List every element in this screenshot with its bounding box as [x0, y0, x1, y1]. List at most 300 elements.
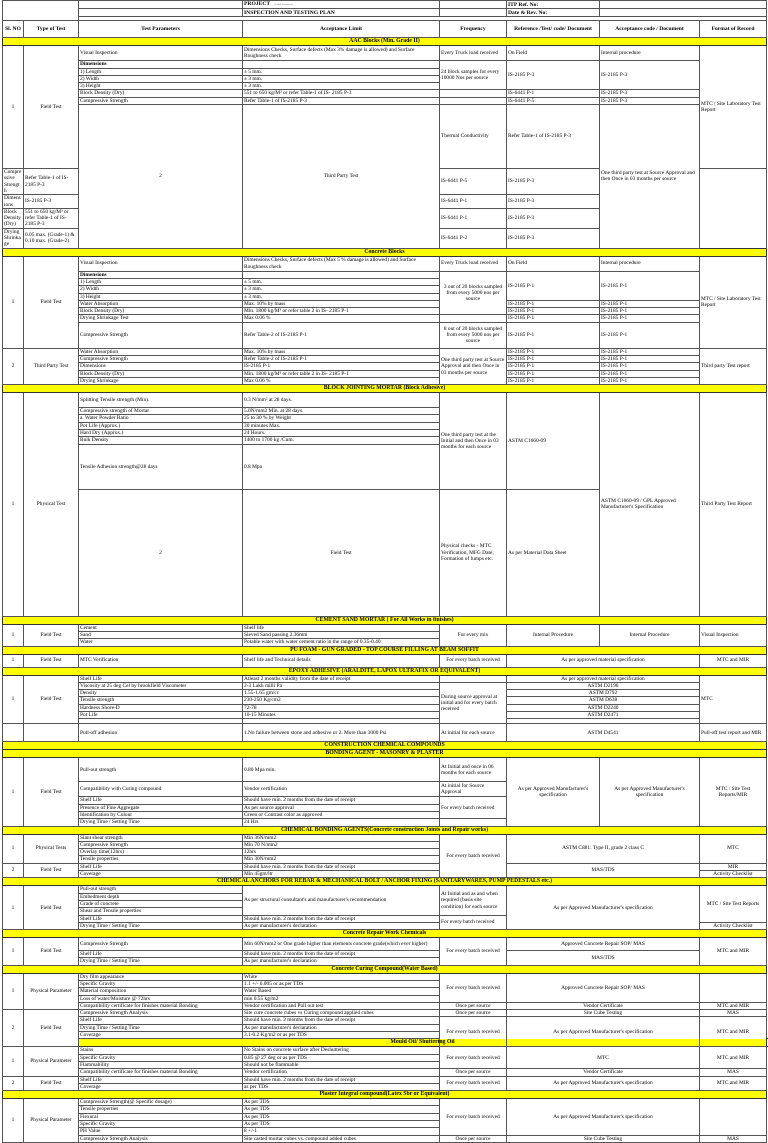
acceptance: Site cure concrete cubes vs Curing compound applied cubes	[243, 1010, 440, 1017]
frequency: At initial for each source	[440, 724, 507, 742]
acceptance: Water Based	[243, 988, 440, 995]
reference: IS-6441 P-1	[440, 195, 507, 209]
frequency: For every batch received	[440, 1076, 507, 1091]
acceptance: Min 30N/mm2	[243, 856, 440, 863]
project-label: PROJECT Scribd Document	[243, 1, 440, 9]
acceptance: ± 3 mm.	[243, 83, 440, 90]
section-bonding-agent: BONDING AGENT - MASONRY & PLASTER	[3, 750, 767, 758]
frequency: For every batch received	[440, 915, 507, 930]
param: Water Absorption	[79, 300, 243, 307]
param: a. Water Powder Ratio	[79, 415, 243, 422]
acceptance: Should have min. 2 months from the date of receipt	[243, 915, 440, 922]
section-concrete-blocks: Concrete Blocks	[3, 248, 767, 256]
param: Thermal Conductivity	[440, 105, 507, 169]
acceptance-code: Internal Procedure	[600, 624, 700, 646]
reference: As per approved material specification	[507, 654, 700, 667]
acceptance-code: IS-2185 P-3	[507, 195, 600, 209]
acceptance: White	[243, 973, 440, 980]
record	[700, 1099, 767, 1135]
reference: IS-2185 P-1	[507, 370, 600, 377]
acceptance: Min 36N/mm2	[243, 834, 440, 841]
reference: Vendor Certificate	[507, 1069, 700, 1076]
acceptance-code: Internal procedure	[600, 46, 700, 61]
acceptance-code: ASTM C1660-09 / GPL Approved Manufacturer's Specification	[600, 393, 700, 617]
param: Coverage	[79, 871, 243, 878]
frequency: Once per source	[440, 1002, 507, 1009]
acceptance: Should not be flammable	[243, 1061, 440, 1068]
sl-no: 1	[3, 624, 24, 646]
record: MIR	[700, 863, 767, 870]
reference: IS-2185 P-1	[507, 377, 600, 384]
param: Drying Time / Setting Time	[79, 958, 243, 965]
section-plaster-integral: Plaster Integral compound(Latex Sbr or Equivalent)	[3, 1091, 767, 1099]
param: 1) Length	[79, 68, 243, 75]
acceptance: Vendor certification and Pull out test	[243, 1002, 440, 1009]
test-type: Field Test	[24, 1076, 79, 1091]
acceptance: As per source approval	[243, 804, 440, 811]
record: MAS	[700, 1069, 767, 1076]
reference: ASTM D4541	[507, 724, 700, 742]
param: Pot Life	[79, 712, 243, 719]
acceptance: As per TDS	[243, 1099, 440, 1106]
param: Dimensions	[79, 61, 243, 68]
param: Density	[79, 690, 243, 697]
record: Third Party Test Report	[700, 393, 767, 617]
reference: On Field	[507, 46, 600, 61]
section-mould-oil: Mould Oil/ Shuttering Oil	[79, 1039, 767, 1047]
frequency: Once per source	[440, 1069, 507, 1076]
param: Compressive Strength	[79, 97, 243, 104]
frequency: At Initial and once in 06 months for each source	[440, 758, 507, 782]
test-type: Field Test	[24, 938, 79, 966]
acceptance: ± 5 mm.	[243, 278, 440, 285]
reference: IS-2185 P-1	[507, 363, 600, 370]
section-chem-bonding: CHEMICAL BONDING AGENTS(Concrete construction Joints and Repair works)	[3, 826, 767, 834]
section-concrete-repair: Concrete Repair Work Chemicals	[3, 930, 767, 938]
param: Slant shear strength	[79, 834, 243, 841]
frequency: During source approval at initial and for every batch received	[440, 682, 507, 723]
acceptance: 1.No failure between stone and adhesive or 2. More than 3000 Psi	[243, 724, 440, 742]
acceptance: Shelf life	[243, 624, 440, 631]
param: Drying Time / Setting Time	[79, 1024, 243, 1031]
acceptance: Vendor certification	[243, 1069, 440, 1076]
test-type: Physical Parameter	[24, 1099, 79, 1143]
acceptance: As per Material Data Sheet	[507, 489, 600, 616]
acceptance: 24 Hours.	[243, 430, 440, 437]
reference: As per Approved Manufacturer's specification	[507, 886, 700, 930]
date-rev-value	[600, 9, 767, 17]
acceptance: Site casted mortar cubes vs. compound added cubes	[243, 1135, 440, 1142]
section-epoxy: EPOXY ADHESIVE (ARALDITE, LAPOX ULTRAFIX OR EQUIVALENT)	[3, 667, 767, 675]
reference: Site Cube Testing	[507, 1135, 700, 1142]
param: Bulk Density	[79, 437, 243, 444]
param: PH Value	[79, 1128, 243, 1135]
acceptance: As per TDS	[243, 1106, 440, 1113]
header-blank	[440, 9, 507, 17]
frequency: 8 out of 20 blocks sampled from every 5000 nos per source	[440, 322, 507, 348]
acceptance: IS-2185 P-3	[24, 195, 79, 209]
param: Tensile properties	[79, 1106, 243, 1113]
col-sl-no: Sl. NO	[3, 21, 24, 38]
record: MTC	[700, 834, 767, 863]
reference: ASTM D2240	[507, 704, 700, 711]
param: Shelf Life	[79, 675, 243, 682]
param: Water	[79, 639, 243, 646]
col-reference: Reference /Test/ code/ Document	[507, 21, 600, 38]
param: Compressive Strength	[79, 938, 243, 951]
acceptance: min 0.55 kg/m2	[243, 995, 440, 1002]
frequency: 24 block samples for every 10000 Nos per source	[440, 61, 507, 90]
acceptance: Atleast 2 months validity from the date of receipt	[243, 675, 440, 682]
section-construction-chem: CONSTRUCTION CHEMICAL COMPOUNDS	[3, 742, 767, 750]
acceptance: ± 3 mm.	[243, 286, 440, 293]
param: Viscosity at 25 deg Cel by brookfield Viscometer	[79, 682, 243, 689]
param: Compressive Strength(@ Specific dosage)	[79, 1099, 243, 1106]
param: Coverage	[79, 1032, 243, 1039]
test-type: Third Party Test	[243, 105, 440, 249]
acceptance-code: IS-2185 P-3	[600, 90, 700, 97]
reference: ASTM C1660-09	[507, 393, 600, 490]
test-type: Physical Parameter	[24, 1047, 79, 1076]
reference: IS-2185 P-1	[507, 322, 600, 348]
param: 2) Width	[79, 286, 243, 293]
record: MTC / Site Laboratory Test Report	[700, 256, 767, 348]
param: Shelf Life	[79, 1017, 243, 1024]
param: Specific Gravity	[79, 1054, 243, 1061]
record: MTC and MIR	[700, 1047, 767, 1069]
param: Block Density (Dry)	[79, 308, 243, 315]
sl-no: 2	[3, 1010, 24, 1047]
acceptance: 1.1 +/- 0.005 or as per TDS	[243, 980, 440, 987]
frequency: For every batch received	[440, 1017, 507, 1047]
param: Physical checks - MTC Verification, MFG Date, Formation of lumps etc.	[440, 489, 507, 616]
acceptance-code: IS-2185 P-1	[600, 300, 700, 307]
param: Compatibility with Curing compound	[79, 782, 243, 797]
reference: IS-2185 P-1	[507, 315, 600, 322]
acceptance-code: IS-2185 P-1	[600, 322, 700, 348]
record: MAS	[700, 1010, 767, 1017]
acceptance: ± 3 mm.	[243, 75, 440, 82]
param: Water Absorption	[79, 348, 243, 355]
header-blank	[79, 9, 243, 17]
acceptance: 0.80 Mpa min.	[243, 758, 440, 782]
acceptance: 12hrs	[243, 849, 440, 856]
test-type: Field Test	[24, 654, 79, 667]
header-blank	[79, 1, 243, 9]
frequency: For every batch received	[440, 797, 507, 819]
sl-no: 1	[3, 46, 24, 169]
acceptance: 24 Hrs	[243, 819, 440, 826]
param: Drying Shrinkage Test	[79, 315, 243, 322]
acceptance: as per TDS	[243, 1083, 440, 1090]
acceptance: 8 +/-1	[243, 1128, 440, 1135]
param: Dimensions	[79, 271, 243, 278]
acceptance: 551 to 650 kg/M³ or refer Table-1 of IS- 2185 P-3	[243, 90, 440, 97]
param: Flexural	[79, 1113, 243, 1120]
test-type: Physical Test	[24, 393, 79, 617]
acceptance: Max 0.06 %	[243, 377, 440, 384]
frequency: Once per source	[440, 1135, 507, 1142]
acceptance: Max. 10% by mass	[243, 348, 440, 355]
acceptance: 0.05 max. (Grade-1) & 0.10 max. (Grade-2)	[24, 228, 79, 248]
reference: As per approved material specification	[507, 675, 700, 682]
acceptance: 5.0N/mm2 Min. at 28 days.	[243, 408, 440, 415]
test-type: Field Test	[24, 46, 79, 169]
record: Activity Checklist	[700, 871, 767, 878]
param: Sand	[79, 631, 243, 638]
acceptance-code: IS-2185 P-1	[600, 315, 700, 322]
param: 3) Height	[79, 83, 243, 90]
acceptance: As per structural consultant's and manufacturer's recommendation	[243, 886, 440, 915]
param: Shelf Life	[79, 1076, 243, 1083]
acceptance: Refer Table-1 of IS-2185 P-3	[24, 169, 79, 195]
test-type: Field Test	[24, 624, 79, 646]
acceptance-code: IS-2185 P-3	[600, 61, 700, 90]
plan-title: INSPECTION AND TESTING PLAN	[243, 9, 440, 17]
reference: IS-6441 P-5	[440, 169, 507, 195]
param: MTC Verification	[79, 654, 243, 667]
frequency: One third party test at Source Approval and then Once in 03 months per source	[600, 105, 700, 249]
reference: ASTM D638	[507, 697, 700, 704]
reference: IS-2185 P-1	[507, 300, 600, 307]
acceptance-code: IS-2185 P-3	[507, 208, 600, 228]
reference: Vendor Certificate	[507, 1002, 700, 1009]
acceptance-code: As per Approved Manufacturer's specification	[600, 758, 700, 826]
param: Identification by Colour	[79, 811, 243, 818]
test-type: Field Test	[24, 886, 79, 930]
frequency: Every Truck load received	[440, 46, 507, 61]
acceptance-code: IS-2185 P-1	[600, 308, 700, 315]
record: MTC and MIR	[700, 1017, 767, 1047]
record: MTC and MIR	[700, 1002, 767, 1009]
acceptance: ± 5 mm.	[243, 68, 440, 75]
col-acceptance-code: Acceptance code / Document	[600, 21, 700, 38]
sl-no: 1	[3, 675, 24, 724]
param: Tensile Adhesion strength@28 days	[79, 444, 243, 489]
reference: MAS/TDS	[507, 863, 700, 878]
acceptance: Potable water with water cement ratio in the range of 0.35-0.40	[243, 639, 440, 646]
reference: IS-6441 P-2	[440, 228, 507, 248]
reference: ASTM C881: Type II, grade 2 class C	[507, 834, 700, 863]
acceptance: 551 to 650 kg/M³ or refer Table-1 of IS- 2185 P-3	[24, 208, 79, 228]
param: Flammability	[79, 1061, 243, 1068]
acceptance: Max 0.06 %	[243, 315, 440, 322]
param: Compressive Strength	[79, 355, 243, 362]
acceptance: As per manufacturer's declaration	[243, 922, 440, 929]
param: 1) Length	[79, 278, 243, 285]
param: Presence of Fine Aggregate	[79, 804, 243, 811]
record: MTC / Site Test Reports/MIR	[700, 758, 767, 826]
test-type: Field Test	[24, 256, 79, 348]
acceptance: Dimensions Checks, Surface defects (Max 5 % damage is allowed) and Surface Roughness check	[243, 256, 440, 271]
itp-table	[2, 0, 767, 1143]
acceptance: 0.8 Mpa	[243, 444, 440, 489]
sl-no: 2	[79, 105, 243, 249]
sl-no: 1	[3, 973, 24, 1009]
acceptance-code: IS-2185 P-3	[600, 97, 700, 104]
itp-ref-value	[600, 1, 767, 9]
test-type: Field Test	[24, 758, 79, 826]
param: Compressive Strength	[79, 322, 243, 348]
reference: IS-6441 P-5	[507, 97, 600, 104]
param: Compressive strength of Mortar	[79, 408, 243, 415]
acceptance: Should have min. 2 months from the date of receipt	[243, 1017, 440, 1024]
acceptance: Shelf life and Technical details	[243, 654, 440, 667]
acceptance: As per TDS	[243, 1121, 440, 1128]
section-curing: Concrete Curing Compound(Water Based)	[3, 965, 767, 973]
acceptance-code: IS-2185 P-1	[600, 363, 700, 370]
record: MTC and MIR	[700, 1076, 767, 1091]
acceptance: Vendor certification	[243, 782, 440, 797]
param: Shelf Life	[79, 797, 243, 804]
test-type: Physical Tests	[24, 834, 79, 863]
sl-no: 2	[3, 1076, 24, 1091]
acceptance: Refer Table-1 of IS-2185 P-3	[507, 105, 600, 169]
param: Cement	[79, 624, 243, 631]
acceptance: Min 70 N/mm2	[243, 841, 440, 848]
param: Shear and Tensile properties	[79, 908, 243, 915]
col-acceptance: Acceptance Limit	[243, 21, 440, 38]
param: Pot Life (Approx.)	[79, 422, 243, 429]
section-aac: AAC Blocks (Min. Grade II)	[3, 38, 767, 46]
param: Shelf Life	[79, 951, 243, 958]
logo-cell	[3, 1, 79, 21]
frequency: At initial for Source Approval	[440, 782, 507, 797]
acceptance: As per TDS	[243, 1113, 440, 1120]
reference: IS-2185 P-1	[507, 271, 600, 300]
acceptance-code: Internal procedure	[600, 256, 700, 271]
reference: Site Cube Testing	[507, 1010, 700, 1017]
date-rev-label: Date & Rev. No:	[507, 9, 600, 17]
frequency: For every batch received	[440, 1047, 507, 1069]
frequency: Once per source	[440, 1010, 507, 1017]
test-type: Field Test	[24, 1010, 79, 1047]
param: Block Density (Dry)	[79, 90, 243, 97]
test-type: Field Test	[24, 863, 79, 878]
acceptance-code: IS-2185 P-3	[507, 169, 600, 195]
record: MTC	[700, 675, 767, 724]
watermark: Scribd Document	[274, 3, 293, 6]
col-record: Format of Record	[700, 21, 767, 38]
param: Visual Inspection	[79, 46, 243, 61]
sl-no: 1	[3, 256, 24, 348]
section-pu-foam: PU FOAM - GUN GRADED - TOP COURSE FILLING AT BEAM SOFFIT	[3, 646, 767, 654]
acceptance: Refer Table-1 of IS-2185 P-3	[243, 97, 440, 104]
param: Grade of concrete	[79, 900, 243, 907]
acceptance: 10-15 Minutes	[243, 712, 440, 719]
col-type: Type of Test	[24, 21, 79, 38]
param: Tensile strength	[79, 697, 243, 704]
acceptance: 3.1-0.2 Kg/m2 or as per TDS	[243, 1032, 440, 1039]
header-blank	[440, 1, 507, 9]
section-block-mortar: BLOCK JOINTING MORTAR (Block Adhesive)	[3, 385, 767, 393]
acceptance: ± 3 mm.	[243, 293, 440, 300]
param: Hardness Shore-D	[79, 704, 243, 711]
test-type: Third Party Test	[24, 348, 79, 384]
record: MTC / Site Test Reports	[700, 886, 767, 922]
acceptance: As per manufacturer's declaration	[243, 1024, 440, 1031]
param: Specific Gravity	[79, 1121, 243, 1128]
acceptance: Min. 1800 kg/M³ or refer table 2 in IS- 2185 P-1	[243, 308, 440, 315]
sl-no: 1	[3, 758, 24, 826]
param: Compressive Strength	[79, 841, 243, 848]
acceptance: Min. 1800 kg/M³ or refer table 2 in IS- 2185 P-1	[243, 370, 440, 377]
reference: MAS/TDS	[507, 951, 700, 966]
reference: IS-2185 P-1	[507, 355, 600, 362]
sl-no: 1	[3, 886, 24, 930]
param: 3) Height	[79, 293, 243, 300]
reference: IS-2185 P-1	[507, 308, 600, 315]
record: Activity Checklist	[700, 922, 767, 929]
param: Compressive Strength Analysis	[79, 1135, 243, 1142]
acceptance: Should have min. 2 months from the date of receipt	[243, 1076, 440, 1083]
acceptance-code: IS-2185 P-1	[600, 348, 700, 355]
acceptance: 25 to 30 % by Weight	[243, 415, 440, 422]
acceptance-code: IS-2185 P-3	[507, 228, 600, 248]
param: Drying Shrinkage	[79, 377, 243, 384]
param: Compatibility certificate for finishes material Bonding	[79, 1069, 243, 1076]
col-parameters: Test Parameters	[79, 21, 243, 38]
reference: Approved Concrete Repair SOP/ MAS	[507, 938, 700, 951]
record: MAS	[700, 1135, 767, 1142]
reference: ASTM D2196	[507, 682, 700, 689]
itp-ref-label: ITP Ref. No:	[507, 1, 600, 9]
reference: IS-2185 P-1	[507, 348, 600, 355]
acceptance: 0.85 @ 27 deg or as per TDS	[243, 1054, 440, 1061]
frequency: For every batch received	[440, 834, 507, 878]
param: Block Density (Dry)	[79, 370, 243, 377]
frequency: For every batch received	[440, 938, 507, 966]
frequency: One third party test at Source Approval and then Once in 03 months per source	[440, 348, 507, 384]
param: Shelf Life	[79, 915, 243, 922]
col-frequency: Frequency	[440, 21, 507, 38]
acceptance: 30 minutes Max.	[243, 422, 440, 429]
param: Pull-out strength	[79, 886, 243, 893]
reference: As per Approved Manufacturer's specification	[507, 1017, 700, 1047]
section-chem-anchors: CHEMICAL ANCHORS FOR REBAR & MECHANICAL BOLT / ANCHOR FIXING (SANITARYWARES, PUMP PEDESTALS etc.)	[3, 878, 767, 886]
sl-no: 2	[3, 348, 24, 384]
frequency: At Initial and as and when required (basis site condition) for each source	[440, 886, 507, 915]
frequency: For every batch received	[440, 1099, 507, 1135]
sl-no: 2	[79, 489, 243, 616]
record: Pull-off test report and MIR	[700, 724, 767, 742]
param: Compressive Strength Analysis	[79, 1010, 243, 1017]
acceptance: Green or Contrast color as approved	[243, 811, 440, 818]
param: Drying Time / Setting Time	[79, 922, 243, 929]
param: Compatibility certificate for finishes material Bonding	[79, 1002, 243, 1009]
param: 2) Width	[79, 75, 243, 82]
record: MTC and MIR	[700, 654, 767, 667]
reference: ASTM D792	[507, 690, 700, 697]
reference: Approved Concrete Repair SOP/ MAS	[507, 973, 700, 1002]
acceptance: Dimensions Checks, Surface defects (Max 3% damage is allowed) and Surface Roughness check	[243, 46, 440, 61]
acceptance: Max. 10% by mass	[243, 300, 440, 307]
acceptance-code: IS-2185 P-1	[600, 355, 700, 362]
test-type: Physical Parameter	[24, 973, 79, 1009]
param: Loss of water/Moisture @ 72hrs	[79, 995, 243, 1002]
param: Dimensions	[3, 195, 24, 209]
acceptance: 230-250 Kg/cm2	[243, 697, 440, 704]
acceptance-code: IS-2185 P-1	[600, 271, 700, 300]
param: Drying Time / Setting Time	[79, 819, 243, 826]
reference: As per Approved Manufacturer's specification	[507, 1099, 700, 1135]
reference: On Field	[507, 256, 600, 271]
acceptance: 2-3 Lakh milli Pa	[243, 682, 440, 689]
acceptance: As per manufacturer's declaration	[243, 958, 440, 965]
record: MTC / Site Laboratory Test Report	[700, 46, 767, 169]
sl-no: 1	[3, 938, 24, 966]
param: Drying Shrinkage	[3, 228, 24, 248]
